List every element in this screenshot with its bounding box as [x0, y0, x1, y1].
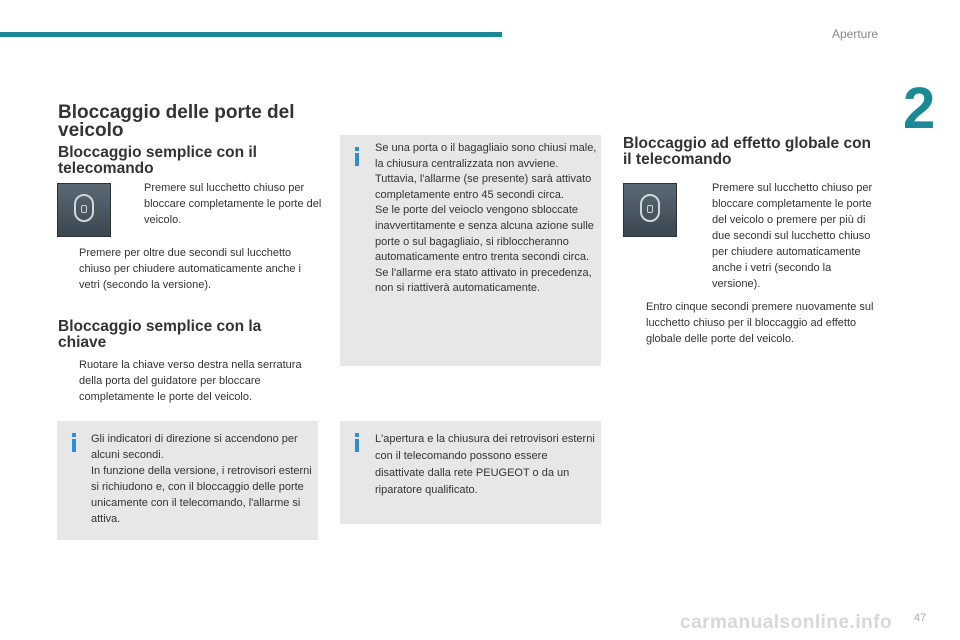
- info-box-central-locking: [340, 135, 601, 366]
- remote-key-image: [57, 183, 111, 237]
- info-box-indicators: [57, 421, 318, 540]
- info-box-mirrors: [340, 421, 601, 524]
- remote-lock-text: Premere sul lucchetto chiuso per bloccare completamente le porte del veicolo.: [144, 182, 322, 226]
- lock-button-icon: [640, 194, 660, 222]
- info-text-central-locking: Se una porta o il bagagliaio sono chiusi male, la chiusura centralizzata non avviene. Tuttavia, l'allarme (se presente) sarà attivato completamente entro 45 secondi circa. Se le porte del veioclo vengono sbloccate inavvertitamente e senza alcuna azione sulle porte o sul bagagliaio, si ribloccheranno automaticamente entro trenta secondi circa. Se l'allarme era stato attivato in precedenza, non si riattiverà automaticamente.: [375, 142, 597, 295]
- remote-windows-text: Premere per oltre due secondi sul lucchetto chiuso per chiudere automaticamente anche i vetri (secondo la versione).: [79, 247, 301, 291]
- chapter-number: 2: [903, 76, 936, 141]
- global-lock-text: Premere sul lucchetto chiuso per bloccare completamente le porte del veicolo o premere per più di due secondi sul lucchetto chiuso per chiudere automaticamente anche i vetri (secondo la versione).: [712, 182, 873, 290]
- section-label: Aperture: [832, 27, 879, 41]
- info-text-indicators: Gli indicatori di direzione si accendono per alcuni secondi. In funzione della versione, i retrovisori esterni si richiudono e, con il bloccaggio delle porte unicamente con il telecomando, l'allarme si attiva.: [91, 433, 312, 525]
- heading-key-lock: Bloccaggio semplice con la chiave: [58, 318, 262, 351]
- lock-button-icon: [74, 194, 94, 222]
- global-lock-repeat-text: Entro cinque secondi premere nuovamente sul lucchetto chiuso per il bloccaggio ad effetto globale delle porte del veicolo.: [646, 301, 874, 345]
- heading-global-lock: Bloccaggio ad effetto globale con il telecomando: [623, 135, 872, 168]
- heading-remote-lock: Bloccaggio semplice con il telecomando: [58, 144, 257, 177]
- key-lock-text: Ruotare la chiave verso destra nella serratura della porta del guidatore per bloccare completamente le porte del veicolo.: [79, 359, 302, 403]
- header-accent-bar: [0, 32, 502, 37]
- watermark: carmanualsonline.info: [680, 612, 893, 633]
- remote-key-image: [623, 183, 677, 237]
- page-number: 47: [914, 612, 927, 624]
- main-title: Bloccaggio delle porte del veicolo: [58, 102, 295, 141]
- info-text-mirrors: L'apertura e la chiusura dei retrovisori esterni con il telecomando possono essere disattivate dalla rete PEUGEOT o da un riparatore qualificato.: [375, 433, 595, 496]
